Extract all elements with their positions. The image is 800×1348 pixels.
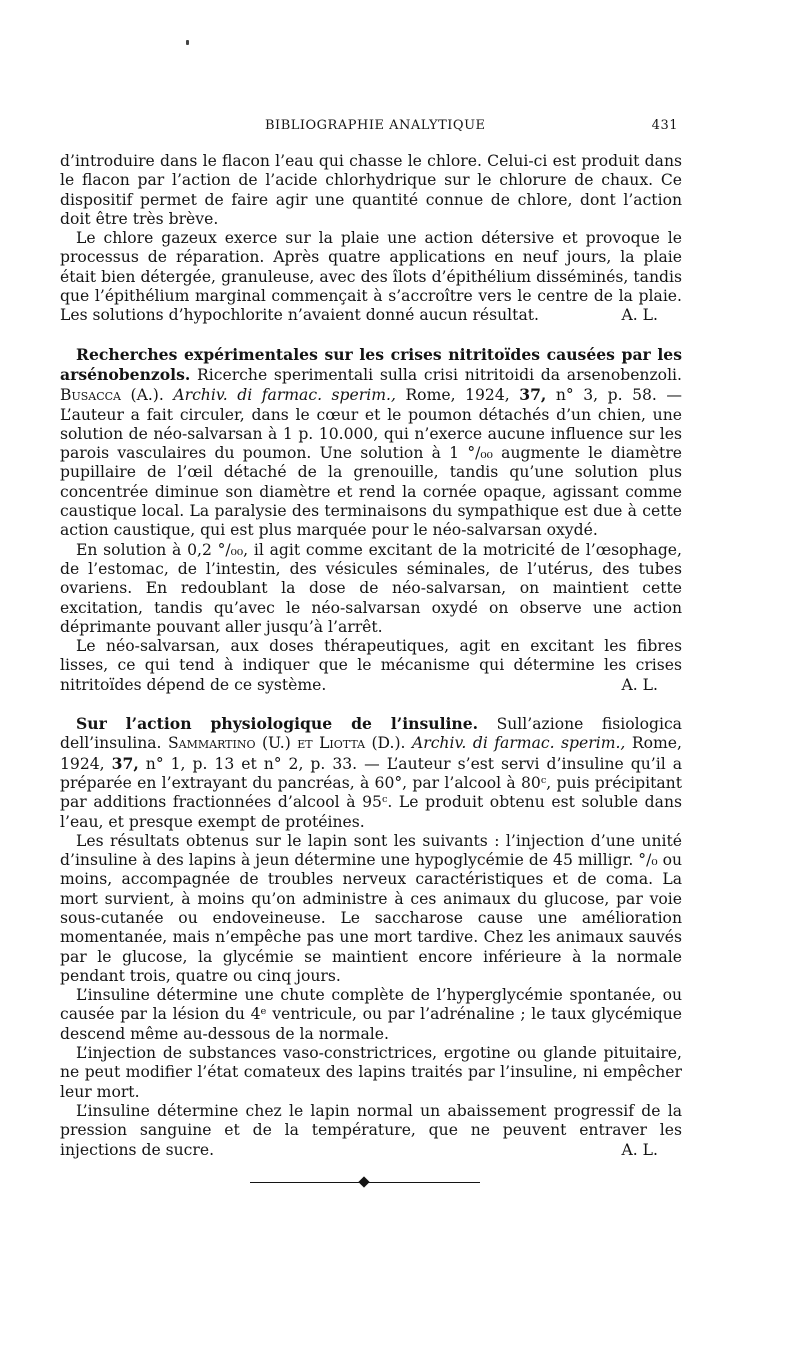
review-entry-insuline <box>60 714 682 1160</box>
review-paragraph: L’injection de substances vaso-constrictrices, ergotine ou glande pituitaire, ne peut modifier l’état comateux des lapins traités par l’insuline, ni empêcher leur mort. <box>60 1044 682 1101</box>
paragraph-text: Le chlore gazeux exerce sur la plaie une action détersive et provoque le processus de réparation. Après quatre applications en neuf jours, la plaie était bien détergée, granuleuse, avec des îlots d’épithélium disséminés, tandis que l’épithélium marginal commençait à s’accroître vers le centre de la plaie. Les solutions d’hypochlorite n’avaient donné aucun résultat. <box>60 229 682 325</box>
review-heading-paragraph <box>60 345 682 541</box>
paragraph-text: — L’auteur a fait circuler, dans le cœur et le poumon détachés d’un chien, une solution de néo-salvarsan à 1 p. 10.000, qui n’exerce aucune influence sur les parois vasculaires du poumon. Une solution à 1 °/₀₀ augmente le diamètre pupillaire de l’œil détaché de la grenouille, tandis qu’une solution plus concentrée diminue son diamètre et rend la cornée opaque, agissant comme caustique local. La paralysie des terminaisons du sympathique est due à cette action caustique, qui est plus marquée pour le néo-salvarsan oxydé. <box>60 386 682 540</box>
original-title: Ricerche sperimentali sulla crisi nitritoidi da arsenobenzoli. <box>197 365 682 384</box>
paragraph-text: L’insuline détermine chez le lapin normal un abaissement progressif de la pression sanguine et de la température, que ne peuvent entraver les injections de sucre. <box>60 1101 682 1159</box>
original-title: Sull’azione fisiologica dell’insulina. <box>60 715 682 753</box>
page-number: 431 <box>651 118 678 133</box>
paragraph-text: Le néo-salvarsan, aux doses thérapeutiques, agit en excitant les fibres lisses, ce qui tend à indiquer que le mécanisme qui détermine les crises nitritoïdes dépend de ce système. <box>60 637 682 694</box>
review-paragraph: En solution à 0,2 °/₀₀, il agit comme excitant de la motricité de l’œsophage, de l’estomac, de l’intestin, des vésicules séminales, de l’utérus, des tubes ovariens. En redoublant la dose de néo-salvarsan, on maintient cette excitation, tandis qu’avec le néo-salvarsan oxydé on observe une action déprimante pouvant aller jusqu’à l’arrêt. <box>60 540 682 636</box>
review-heading-paragraph <box>60 714 682 832</box>
review-paragraph <box>60 637 682 695</box>
running-title: BIBLIOGRAPHIE ANALYTIQUE <box>265 118 486 133</box>
body-text <box>60 152 682 1188</box>
review-paragraph: L’insuline détermine une chute complète de l’hyperglycémie spontanée, ou causée par la lésion du 4ᵉ ventricule, ou par l’adrénaline ; le taux glycémique descend même au-dessous de la normale. <box>60 986 682 1043</box>
journal-name: Archiv. di farmac. sperim., <box>411 734 626 753</box>
continuation-paragraph: d’introduire dans le flacon l’eau qui chasse le chlore. Celui-ci est produit dans le flacon par l’action de l’acide chlorhydrique sur le chlorure de chaux. Ce dispositif permet de faire agir une quantité connue de chlore, dont l’action doit être très brève. <box>60 152 682 228</box>
publication-place-year: Rome, 1924, <box>60 734 682 773</box>
issue-pages: n° 1, p. 13 et n° 2, p. 33. <box>145 754 358 773</box>
running-header <box>60 118 682 136</box>
review-signature: A. L. <box>621 1140 658 1159</box>
review-title: Sur l’action physiologique de l’insuline. <box>76 714 479 734</box>
print-speck <box>186 40 189 45</box>
issue-pages: n° 3, p. 58. <box>555 386 657 405</box>
journal-name: Archiv. di farmac. sperim., <box>173 386 396 405</box>
paragraph-text: — L’auteur s’est servi d’insuline qu’il a préparée en l’extrayant du pancréas, à 60°, par l’alcool à 80ᶜ, puis précipitant par additions fractionnées d’alcool à 95ᶜ. Le produit obtenu est soluble dans l’eau, et presque exempt de protéines. <box>60 754 683 831</box>
diamond-icon <box>358 1176 369 1187</box>
review-title: Recherches expérimentales sur les crises nitritoïdes causées par les arsénobenzols. <box>60 344 682 384</box>
volume-number: 37, <box>111 753 139 773</box>
author-names: Sammartino (U.) et Liotta (D.). <box>167 734 406 753</box>
review-signature: A. L. <box>621 675 658 694</box>
volume-number: 37, <box>519 385 547 405</box>
review-paragraph: Les résultats obtenus sur le lapin sont les suivants : l’injection d’une unité d’insuline à des lapins à jeun détermine une hypoglycémie de 45 milligr. °/₀ ou moins, accompagnée de troubles nerveux caractéristiques et de coma. La mort survient, à moins qu’on administre à ces animaux du glucose, par voie sous-cutanée ou endoveineuse. Le saccharose cause une amélioration momentanée, mais n’empêche pas une mort tardive. Chez les animaux sauvés par le glucose, la glycémie se maintient encore inférieure à la normale pendant trois, quatre ou cinq jours. <box>60 831 682 985</box>
publication-place-year: Rome, 1924, <box>405 386 510 405</box>
continuation-paragraph <box>60 229 682 325</box>
review-entry-arsenobenzols <box>60 345 682 695</box>
author-name: Busacca (A.). <box>60 386 164 405</box>
section-end-ornament <box>60 1174 682 1188</box>
review-paragraph <box>60 1102 682 1160</box>
review-signature: A. L. <box>621 306 658 325</box>
